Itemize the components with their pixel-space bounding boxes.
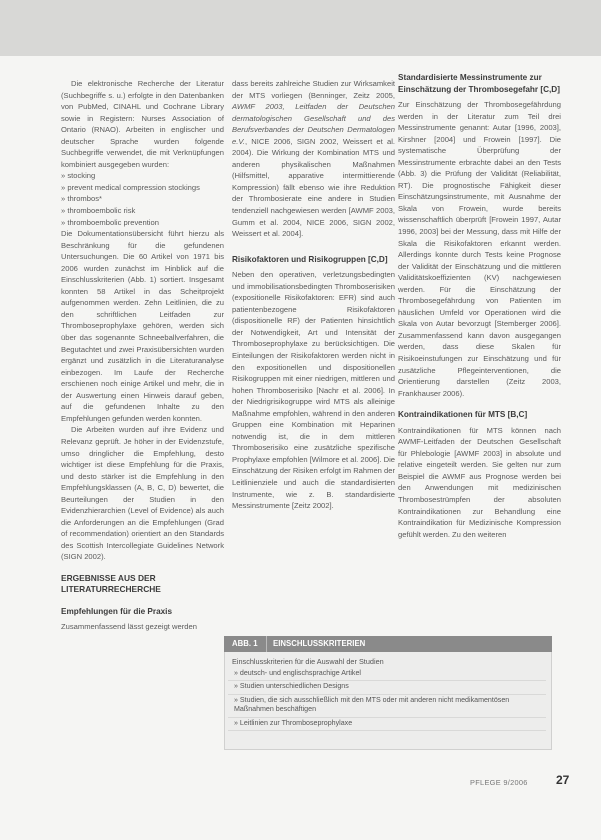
paragraph: Kontraindikationen für MTS können nach AWMF-Leitfaden der Deutschen Gesellschaft für Phlebologie [AWMF 2003] in absolute und relative eingeteilt werden. Sie gelten nur zum Beispiel die AWMF aus Prognose werden bei den Anwendungen mit medizinischen Thrombosestrümpfen der absoluten Kontraindikationen zur Behandlung eine Kontraindikation für Medizinische Kompression gefühlt werden. Zu den weiteren [398, 425, 561, 539]
criteria-list [228, 668, 546, 731]
figure-intro: Einschlusskriterien für die Auswahl der Studien [232, 657, 384, 666]
paragraph: Die Dokumentationsübersicht führt hierzu als Beschränkung für die gefundenen Untersuchungen. Die 60 Artikel von 1971 bis 2006 wurden zunächst im Hinblick auf die Einschlusskriterien (Abb. 1) sortiert. Insgesamt konnten 58 Artikel in das Scheitprojekt aufgenommen werden. Zehn Leitlinien, die zu den schriftlichen Leitfaden zur Thromboseprophylaxe gehören, werden sich über das sogenannte Schneeballverfahren, die Begutachtet und zwei Praxisübersichten wurden ergänzt und zusätzlich in die Literaturanalyse einbezogen. Im Laufe der Recherche erschienen noch einige Artikel und mehr, die in der Auswertung einen Hinweis darauf geben, auf die gefundenen Inhalte zu den Empfehlungen gefunden werden konnten. [61, 229, 224, 423]
list-item: » stocking [61, 170, 224, 182]
subsection-heading: Kontraindikationen für MTS [B,C] [398, 410, 528, 420]
figure-number: ABB. 1 [232, 639, 258, 648]
text-column-3 [398, 72, 561, 540]
text-run: , NICE 2006, SIGN 2002, Weissert et al. 2004). Die Wirkung der Kombination MTS und anderen physikalischen Maßnahmen (Hilfsmittel, apparative intermittierende Kompression) fällt ebenso wie ihre Reduktion der Thrombosierate eine andere in Studien tendenziell nachgewiesen werden [AWMF 2003, Gumm et al. 2004, NICE 2006, SIGN 2002, Weissert et al. 2004]. [232, 136, 395, 239]
citation-italic: AWMF 2003, Leitfaden der Deutschen dermatologischen Gesellschaft und des Berufsverbandes der Deutschen Dermatologen e.V. [232, 102, 395, 146]
paragraph [232, 78, 395, 240]
figure-title: EINSCHLUSSKRITERIEN [266, 636, 365, 652]
subsection-heading: Risikofaktoren und Risikogruppen [C,D] [232, 254, 388, 264]
list-item: » prevent medical compression stockings [61, 182, 224, 194]
paragraph: Zur Einschätzung der Thrombosegefährdung werden in der Literatur zum Teil drei Messinstrumente genannt: Autar [1996, 2003], Kirshner [2004] und Frowein [1997]. Die systematische Überprüfung der Messinstrumente erbrachte dabei an den Tests (Abb. 3) die Prüfung der Validität (Reliabilität, RT). Die prognostische Fähigkeit dieser Einschätzungsinstrumente, mit Ausnahme der Skala von Frowein, wurde bereits wissenschaftlich überprüft [Frowein 1997, Autar 1996, 2003] bei der Messung, dass mit Hilfe der Skala die Risikofaktoren erkannt werden. Allerdings konnte durch Tests keine Prognose der Validität der Einschätzung und die mittleren Validitätskoeffizienten (KV) nachgewiesen werden. Für die Einschätzung der Thrombosegefährdung von Patienten im häuslichen Umfeld vor Operationen wird die Skala von Autar bevorzugt [Stemberger 2006]. Zusammenfassend kann davon ausgegangen werden, dass diese Skalen für Risikoeinstufungen zur Einschätzung und für zusätzliche Pflegeinterventionen, die Orientierung darstellen (Zeitz 2003, Frankhauser 2006). [398, 100, 561, 398]
list-item: » thromboembolic prevention [61, 217, 224, 229]
journal-issue: PFLEGE 9/2006 [470, 778, 528, 787]
subsection-heading: Empfehlungen für die Praxis [61, 606, 173, 616]
list-item: » deutsch- und englischsprachige Artikel [228, 668, 546, 681]
list-item: » Studien, die sich ausschließlich mit den MTS oder mit anderen nicht medikamentösen Maßnahmen beschäftigen [228, 695, 546, 718]
list-item: » Studien unterschiedlichen Designs [228, 681, 546, 694]
subsection-heading: Standardisierte Messinstrumente zur Einschätzung der Thrombosegefahr [C,D] [398, 73, 560, 94]
section-heading: ERGEBNISSE AUS DER LITERATURRECHERCHE [61, 572, 161, 595]
paragraph: Die Arbeiten wurden auf ihre Evidenz und Relevanz geprüft. Je höher in der Evidenzstufe, umso dringlicher die Empfehlung, desto wichtiger ist diese Empfehlung für die Praxis, und desto stärker ist die Empfehlung in den Empfehlungsklassen (A, B, C, D) bewertet, die Beurteilungen der Studien in den Evidenzhierarchien (Level of Evidence) als auch die Anforderungen an die Empfehlungen (Grad of recommendation) orientiert an den Standards des Scottish Intercollegiate Guidelines Network (SIGN 2002). [61, 425, 224, 562]
search-terms-list [61, 170, 224, 228]
list-item: » thromboembolic risk [61, 205, 224, 217]
paragraph: Zusammenfassend lässt gezeigt werden [61, 622, 197, 632]
text-column-2 [232, 78, 395, 512]
text-column-1 [61, 78, 224, 633]
text-run: dass bereits zahlreiche Studien zur Wirksamkeit der MTS vorliegen (Benninger, Zeitz 2005, [232, 79, 395, 100]
header-band [0, 0, 601, 56]
paragraph: Die elektronische Recherche der Literatur (Suchbegriffe s. u.) erfolgte in den Datenbanken von PubMed, CINAHL und Cochrane Library sowie in Registern: Nurses Association of Ontario (RNAO). Arbeiten in englischer und deutscher Sprache wurden folgende Suchbegriffe verwendet, die mit Verknüpfungen kombiniert ausgegeben wurden: [61, 79, 224, 169]
paragraph: Neben den operativen, verletzungsbedingten und immobilisationsbedingten Thromboserisiken (expositionelle Risikofaktoren: EFR) sind auch patientenbezogene Risikofaktoren (dispositionelle RF) der Patienten hinsichtlich der Notwendigkeit, Art und Intensität der Thromboseprophylaxe zu berücksichtigen. Die Einteilungen der Risikofaktoren werden nicht in den expositionellen und dispositionellen Risikogruppen mit einer niedrigen, mittleren und hohen Thromboserisiko [Nachr et al. 2006]. In der Niedrigrisikogruppe wird MTS als alleinige Maßnahme empfohlen, während in den anderen Gruppen eine Kombination mit Heparinen notwendig ist, die in dem mittleren Thromboserisiko eine zusätzliche spezifische Prophylaxe empfohlen [Wilmore et al. 2006]. Die Einschätzung der Risiken erfolgt im Rahmen der Leitlinienziele und auch die standardisierten Instrumente, wie z. B. standardisierte Messinstrumente [Zeitz 2002]. [232, 270, 395, 511]
list-item: » thrombos* [61, 193, 224, 205]
page-number: 27 [556, 773, 570, 787]
list-item: » Leitlinien zur Thromboseprophylaxe [228, 718, 546, 731]
figure-header [224, 636, 552, 652]
